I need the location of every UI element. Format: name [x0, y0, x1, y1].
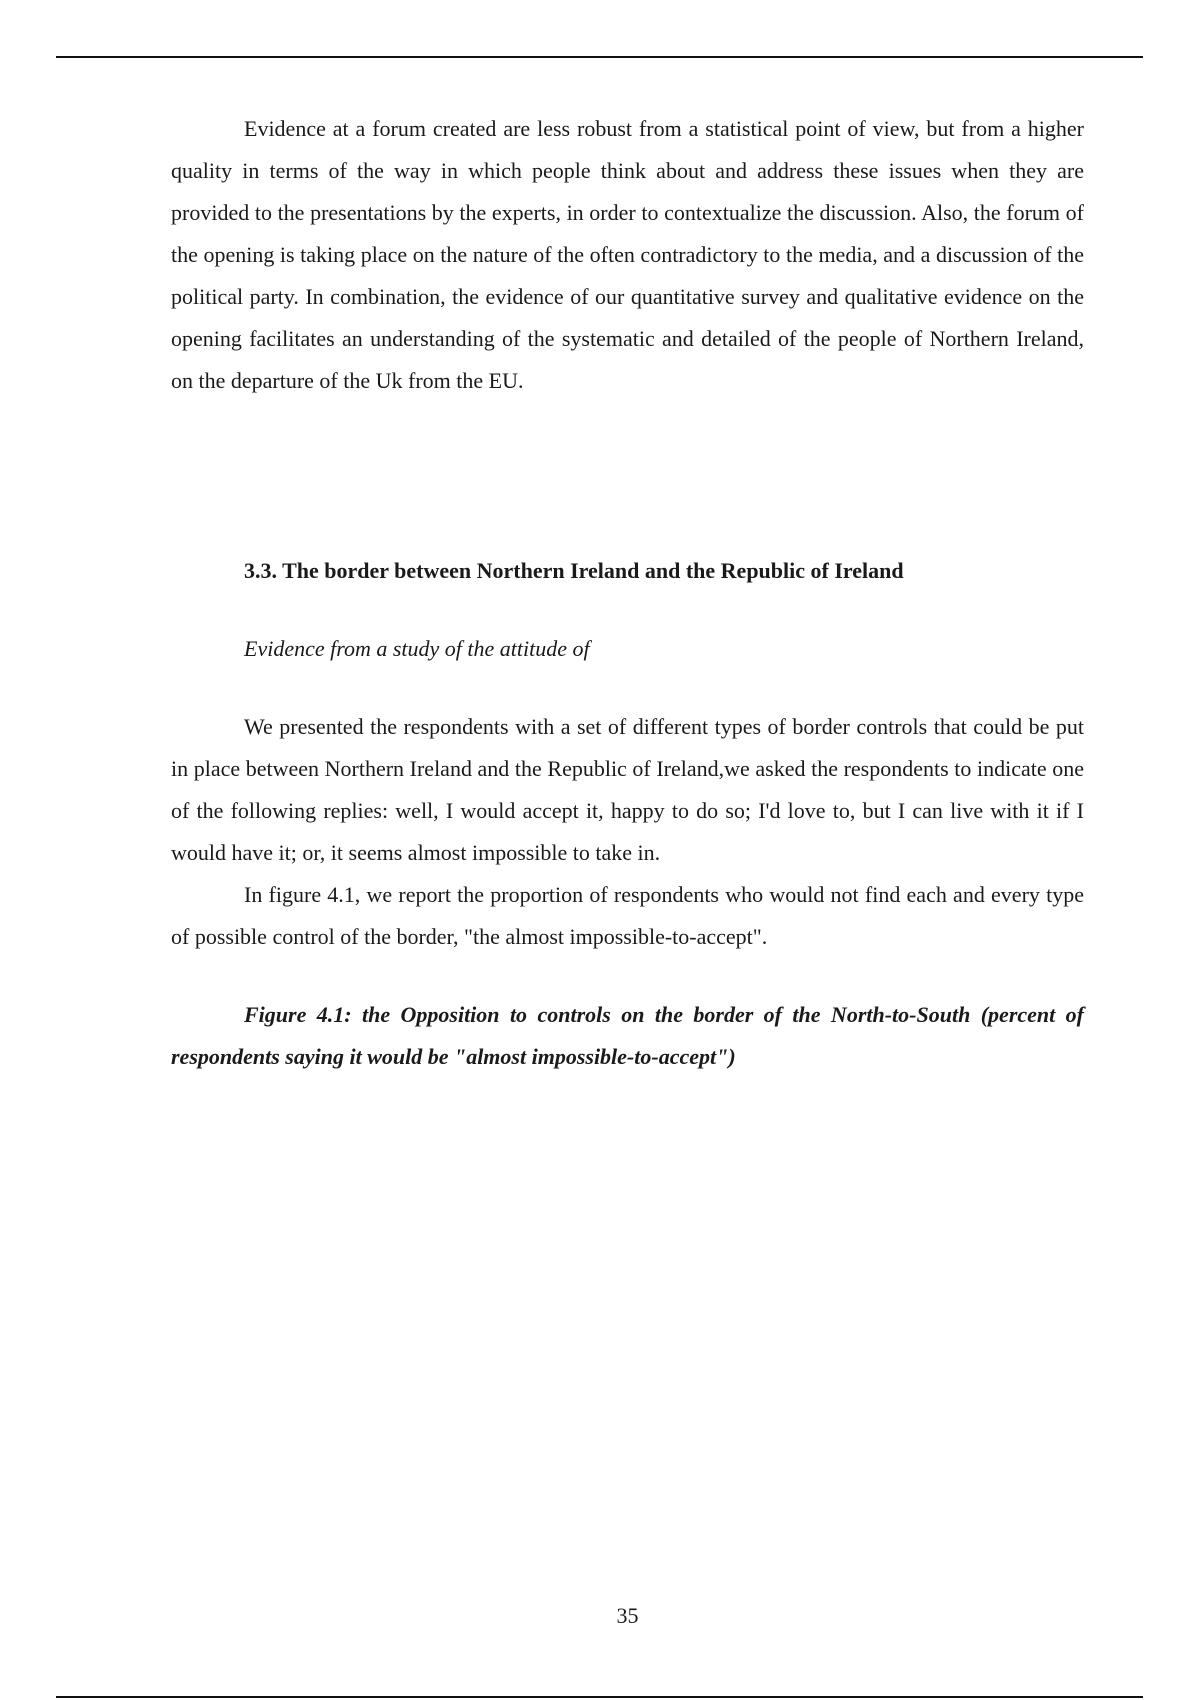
header-rule — [56, 56, 1143, 58]
spacer — [171, 402, 1084, 550]
paragraph-forum-evidence: Evidence at a forum created are less robust from a statistical point of view, but from a higher quality in terms of the way in which people think about and address these issues when they are provided to the presentations by the experts, in order to contextualize the discussion. Also, the forum of the opening is taking place on the nature of the often contradictory to the media, and a discussion of the political party. In combination, the evidence of our quantitative survey and qualitative evidence on the opening facilitates an understanding of the systematic and detailed of the people of Northern Ireland, on the departure of the Uk from the EU. — [171, 116, 1084, 393]
paragraph-border-controls: We presented the respondents with a set of different types of border controls that could be put in place between Northern Ireland and the Republic of Ireland,we asked the respondents to indicate one of the following replies: well, I would accept it, happy to do so; I'd love to, but I can live with it if I would have it; or, it seems almost impossible to take in. — [171, 714, 1084, 865]
subheading: Evidence from a study of the attitude of — [244, 636, 590, 661]
figure-caption: Figure 4.1: the Opposition to controls on the border of the North-to-South (percent of respondents saying it would be "almost impossible-to-accept") — [171, 1002, 1084, 1069]
page-number: 35 — [616, 1603, 639, 1628]
spacer — [171, 670, 1084, 706]
section-heading: 3.3. The border between Northern Ireland and the Republic of Ireland — [244, 558, 904, 583]
spacer — [171, 958, 1084, 994]
paragraph-figure-reference: In figure 4.1, we report the proportion of respondents who would not find each and every type of possible control of the border, "the almost impossible-to-accept". — [171, 882, 1084, 949]
page-content — [171, 108, 1084, 1078]
footer-rule — [56, 1696, 1143, 1698]
spacer — [171, 592, 1084, 628]
